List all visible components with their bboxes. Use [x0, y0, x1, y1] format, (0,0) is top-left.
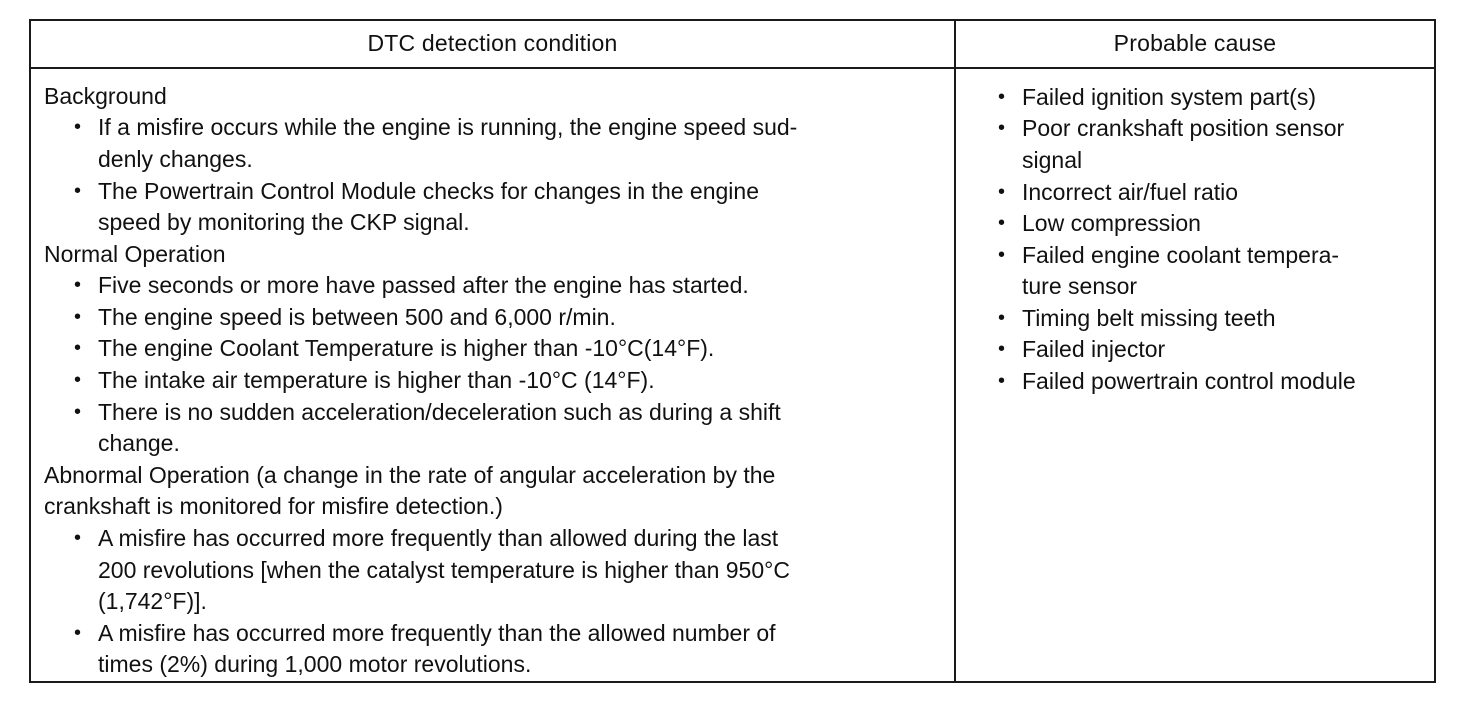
bullet-icon: •	[998, 243, 1006, 266]
bullet-icon: •	[74, 369, 82, 392]
bullet-icon: •	[998, 338, 1006, 361]
normal-operation-list	[44, 270, 954, 460]
cause-cell	[956, 69, 1434, 681]
table-body-row	[31, 69, 1434, 681]
normal-condition-item	[44, 270, 954, 302]
probable-cause-item-text: signal	[1022, 146, 1083, 173]
normal-condition-item-text: The intake air temperature is higher than -10°C (14°F).	[98, 367, 655, 394]
bullet-icon: •	[998, 370, 1006, 393]
bullet-icon: •	[74, 305, 82, 328]
probable-cause-item-text: Incorrect air/fuel ratio	[1022, 178, 1239, 205]
bullet-icon: •	[74, 621, 82, 644]
background-list	[44, 112, 954, 238]
bullet-icon: •	[998, 180, 1006, 203]
probable-cause-item-text: ture sensor	[1022, 273, 1138, 300]
normal-condition-item-text: Five seconds or more have passed after the engine has started.	[98, 272, 749, 299]
condition-cell	[31, 69, 956, 681]
probable-cause-item	[998, 208, 1434, 240]
background-condition-item-text: speed by monitoring the CKP signal.	[98, 209, 470, 236]
normal-condition-item-text: The engine Coolant Temperature is higher than -10°C(14°F).	[98, 335, 715, 362]
normal-condition-item-text: change.	[98, 430, 180, 457]
section-title-abnormal-operation-line-2: crankshaft is monitored for misfire detection.)	[44, 493, 503, 520]
bullet-icon: •	[998, 85, 1006, 108]
bullet-icon: •	[74, 179, 82, 202]
bullet-icon: •	[74, 527, 82, 550]
probable-cause-item-text: Failed ignition system part(s)	[1022, 83, 1316, 110]
normal-condition-item	[44, 397, 954, 460]
background-condition-item	[44, 176, 954, 239]
abnormal-condition-item-text: (1,742°F)].	[98, 588, 207, 615]
probable-cause-item	[998, 113, 1434, 176]
bullet-icon: •	[74, 400, 82, 423]
table-header-row	[31, 21, 1434, 69]
background-condition-item-text: The Powertrain Control Module checks for changes in the engine	[98, 177, 759, 204]
abnormal-condition-item-text: times (2%) during 1,000 motor revolutions.	[98, 651, 532, 678]
abnormal-condition-item	[44, 618, 954, 681]
probable-cause-item	[998, 177, 1434, 209]
header-dtc-detection-condition: DTC detection condition	[31, 21, 956, 67]
abnormal-operation-list	[44, 523, 954, 681]
bullet-icon: •	[998, 306, 1006, 329]
normal-condition-item-text: There is no sudden acceleration/deceleration such as during a shift	[98, 398, 781, 425]
probable-cause-item	[998, 240, 1434, 303]
probable-cause-item	[998, 303, 1434, 335]
abnormal-condition-item-text: A misfire has occurred more frequently than allowed during the last	[98, 525, 779, 552]
normal-condition-item	[44, 365, 954, 397]
probable-cause-item-text: Failed engine coolant tempera-	[1022, 241, 1340, 268]
normal-condition-item	[44, 333, 954, 365]
background-condition-item	[44, 112, 954, 175]
background-condition-item-text: If a misfire occurs while the engine is running, the engine speed sud-	[98, 114, 798, 141]
section-title-normal-operation: Normal Operation	[44, 240, 226, 267]
normal-condition-item-text: The engine speed is between 500 and 6,000 r/min.	[98, 303, 616, 330]
probable-cause-item	[998, 334, 1434, 366]
probable-cause-list	[998, 82, 1434, 398]
dtc-table	[29, 19, 1436, 683]
probable-cause-item-text: Poor crankshaft position sensor	[1022, 115, 1345, 142]
abnormal-condition-item-text: 200 revolutions [when the catalyst temperature is higher than 950°C	[98, 556, 790, 583]
probable-cause-item-text: Failed powertrain control module	[1022, 368, 1356, 395]
probable-cause-item	[998, 366, 1434, 398]
abnormal-condition-item	[44, 523, 954, 618]
header-probable-cause: Probable cause	[1113, 30, 1277, 57]
probable-cause-item-text: Low compression	[1022, 210, 1201, 237]
probable-cause-item	[998, 82, 1434, 114]
bullet-icon: •	[998, 117, 1006, 140]
probable-cause-item-text: Failed injector	[1022, 336, 1166, 363]
bullet-icon: •	[74, 274, 82, 297]
background-condition-item-text: denly changes.	[98, 145, 253, 172]
bullet-icon: •	[74, 337, 82, 360]
probable-cause-item-text: Timing belt missing teeth	[1022, 304, 1276, 331]
section-title-background: Background	[44, 82, 167, 109]
bullet-icon: •	[74, 116, 82, 139]
section-title-abnormal-operation-line-1: Abnormal Operation (a change in the rate of angular acceleration by the	[44, 461, 776, 488]
bullet-icon: •	[998, 212, 1006, 235]
abnormal-condition-item-text: A misfire has occurred more frequently than the allowed number of	[98, 619, 776, 646]
normal-condition-item	[44, 302, 954, 334]
